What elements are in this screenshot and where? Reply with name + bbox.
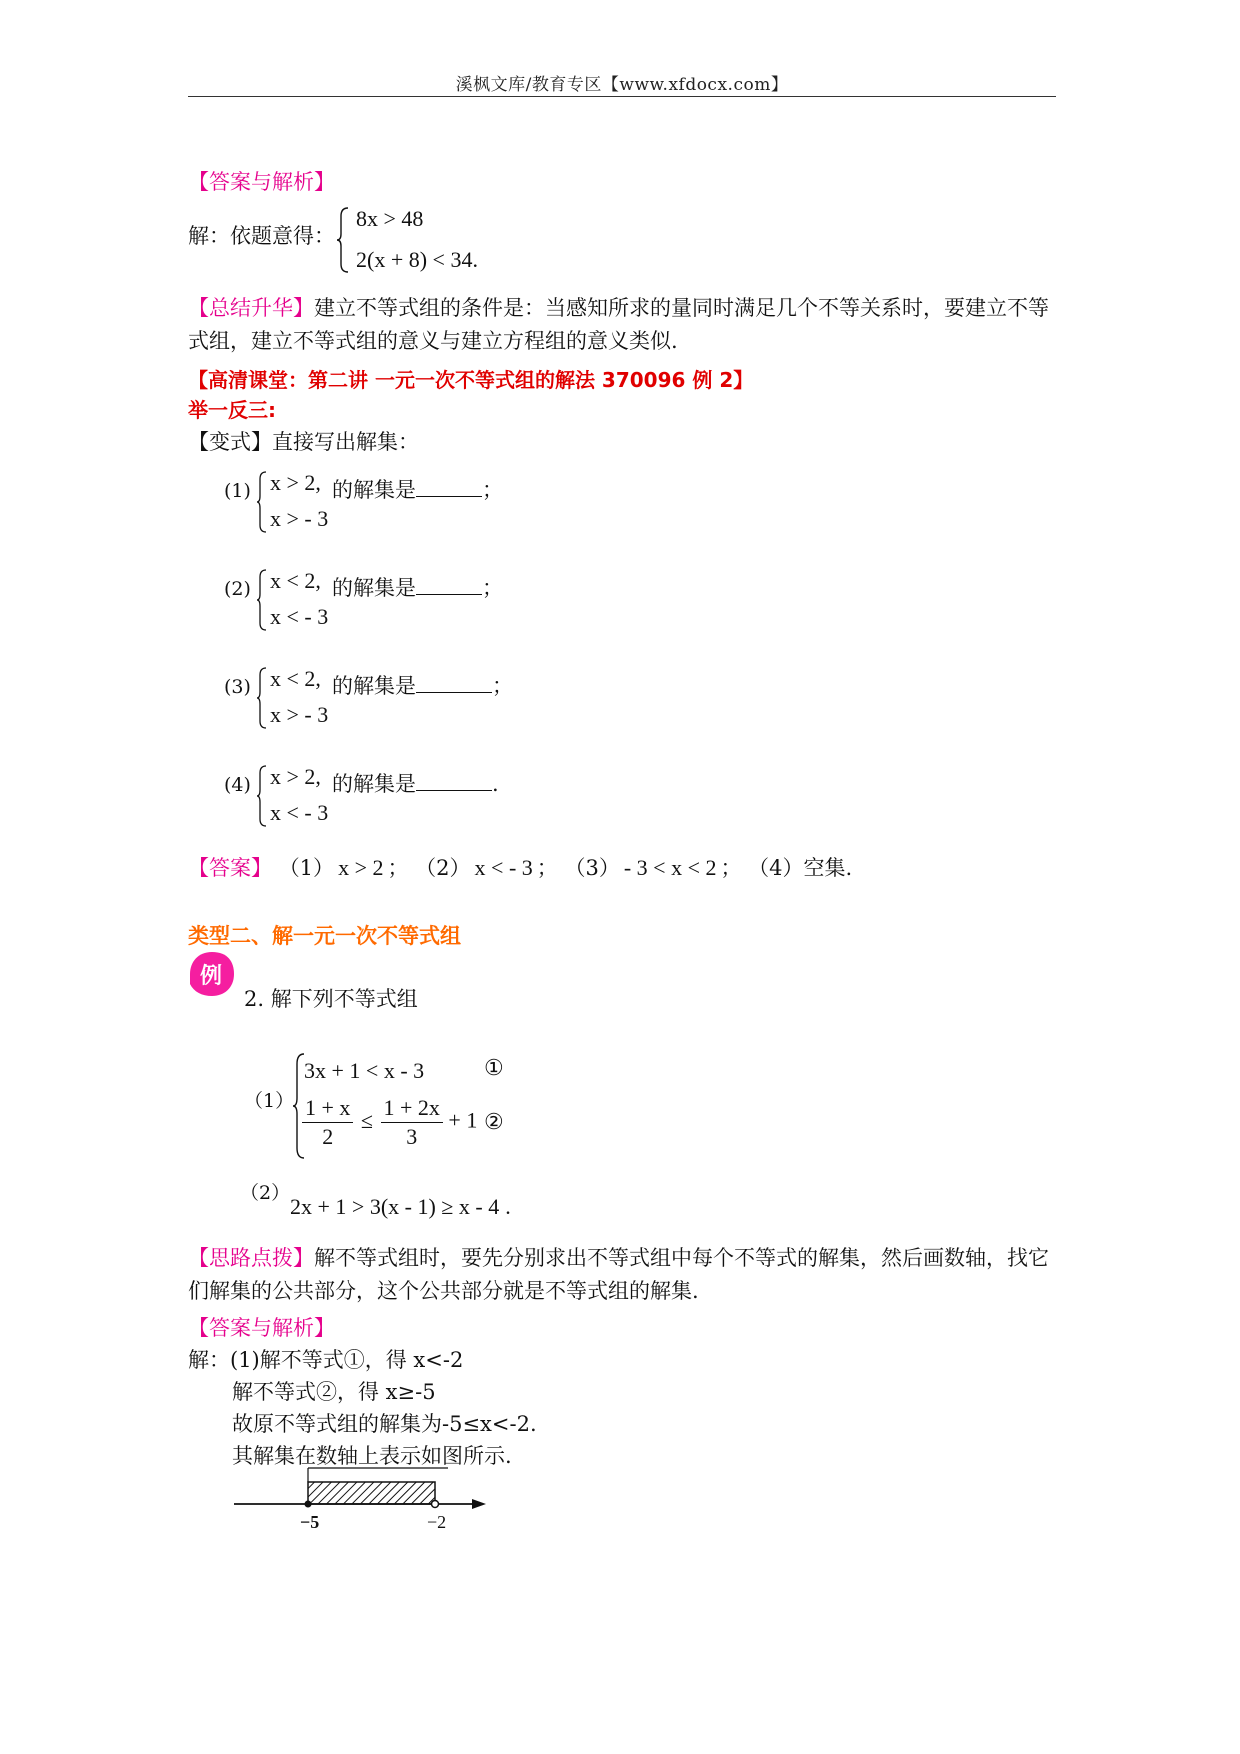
circle-mark-2: ② bbox=[484, 1110, 504, 1135]
example-badge: 例 bbox=[188, 950, 236, 998]
item-2-line-1: x < 2, bbox=[270, 568, 321, 593]
hint-text: 解不等式组时，要先分别求出不等式组中每个不等式的解集，然后画数轴，找它们解集的公共部分，这个公共部分就是不等式组的解集. bbox=[188, 1246, 1049, 1303]
axis-label-minus-5: −5 bbox=[300, 1512, 320, 1532]
answer-1: x > 2 bbox=[338, 855, 384, 880]
item-2-brace bbox=[256, 568, 268, 632]
answer-analysis-heading: 【答案与解析】 bbox=[188, 170, 335, 194]
solution-intro: 解：依题意得： bbox=[188, 224, 335, 248]
fraction-1: $\frac{1 + x}{2}$ bbox=[302, 1094, 353, 1151]
item-1-line-1: x > 2, bbox=[270, 470, 321, 495]
summary-heading: 【总结升华】 bbox=[188, 296, 314, 320]
item-3-brace bbox=[256, 666, 268, 730]
item-3-label: 的解集是 ； bbox=[332, 674, 513, 698]
variant-heading: 【变式】直接写出解集： bbox=[188, 430, 419, 454]
answer-2: x < - 3 bbox=[474, 855, 533, 880]
header-divider bbox=[188, 96, 1056, 97]
item-4-blank bbox=[416, 772, 492, 791]
item-2-number: (2) bbox=[224, 578, 251, 600]
item-3-line-1: x < 2, bbox=[270, 666, 321, 691]
answer-label: 【答案】 bbox=[188, 856, 272, 880]
fraction-2: $\frac{1 + 2x}{3}$ bbox=[381, 1094, 443, 1151]
solution-line-4: 其解集在数轴上表示如图所示. bbox=[232, 1444, 512, 1468]
item-1-number: (1) bbox=[224, 480, 251, 502]
item-4-line-2: x < - 3 bbox=[270, 800, 329, 825]
answer-line: 【答案】 （1） x > 2 ； （2） x < - 3 ； （3） - 3 < x < 2 ； （4）空集. bbox=[188, 855, 853, 880]
hint-heading: 【思路点拨】 bbox=[188, 1246, 314, 1270]
axis-arrow-icon bbox=[472, 1499, 486, 1509]
answer-4: 空集. bbox=[803, 856, 853, 880]
example-title: 2. 解下列不等式组 bbox=[244, 987, 418, 1011]
problem-2-number: （2） bbox=[240, 1182, 291, 1204]
hint-paragraph bbox=[188, 1242, 1056, 1308]
closed-point-minus-5 bbox=[305, 1501, 312, 1508]
item-1-line-2: x > - 3 bbox=[270, 506, 329, 531]
item-2-line-2: x < - 3 bbox=[270, 604, 329, 629]
item-3-line-2: x > - 3 bbox=[270, 702, 329, 727]
item-4-line-1: x > 2, bbox=[270, 764, 321, 789]
problem-1-line-2: $\frac{1 + x}{2}$ ≤ $\frac{1 + 2x}{3}$ + 1 bbox=[302, 1094, 477, 1151]
answer-3: - 3 < x < 2 bbox=[623, 855, 717, 880]
solution-line-2: 解不等式②，得 x≥-5 bbox=[232, 1380, 436, 1404]
item-1-brace bbox=[256, 470, 268, 534]
system-line-1: 8x > 48 bbox=[356, 206, 424, 231]
item-1-blank bbox=[416, 478, 482, 497]
solution-line-3: 故原不等式组的解集为-5≤x<-2. bbox=[232, 1412, 537, 1436]
item-4-brace bbox=[256, 764, 268, 828]
item-4-number: (4) bbox=[224, 774, 251, 796]
item-3-blank bbox=[416, 674, 492, 693]
open-point-minus-2 bbox=[432, 1501, 439, 1508]
item-2-blank bbox=[416, 576, 482, 595]
number-line-diagram bbox=[228, 1466, 488, 1538]
solution-interval-shading bbox=[308, 1482, 435, 1504]
item-1-label: 的解集是 ； bbox=[332, 478, 503, 502]
system-brace bbox=[336, 206, 350, 274]
summary-paragraph bbox=[188, 292, 1056, 358]
axis-label-minus-2: −2 bbox=[427, 1512, 447, 1532]
summary-text: 建立不等式组的条件是：当感知所求的量同时满足几个不等关系时，要建立不等式组，建立不等式组的意义与建立方程组的意义类似. bbox=[188, 296, 1049, 353]
problem-2-expression: 2x + 1 > 3(x - 1) ≥ x - 4 . bbox=[290, 1194, 511, 1219]
item-4-label: 的解集是 . bbox=[332, 772, 499, 796]
solution-line-1: 解：(1)解不等式①，得 x<-2 bbox=[188, 1348, 464, 1372]
system-line-2: 2(x + 8) < 34. bbox=[356, 247, 478, 272]
type-two-heading: 类型二、解一元一次不等式组 bbox=[188, 924, 461, 948]
practice-heading: 举一反三: bbox=[188, 398, 276, 422]
item-2-label: 的解集是 ； bbox=[332, 576, 503, 600]
lecture-reference: 【高清课堂：第二讲 一元一次不等式组的解法 370096 例 2】 bbox=[188, 368, 754, 392]
problem-1-number: （1） bbox=[244, 1090, 295, 1112]
answer-analysis-heading-2: 【答案与解析】 bbox=[188, 1316, 335, 1340]
circle-mark-1: ① bbox=[484, 1056, 504, 1081]
item-3-number: (3) bbox=[224, 676, 251, 698]
problem-1-line-1: 3x + 1 < x - 3 bbox=[304, 1058, 425, 1083]
page-header: 溪枫文库/教育专区【www.xfdocx.com】 bbox=[455, 75, 789, 95]
